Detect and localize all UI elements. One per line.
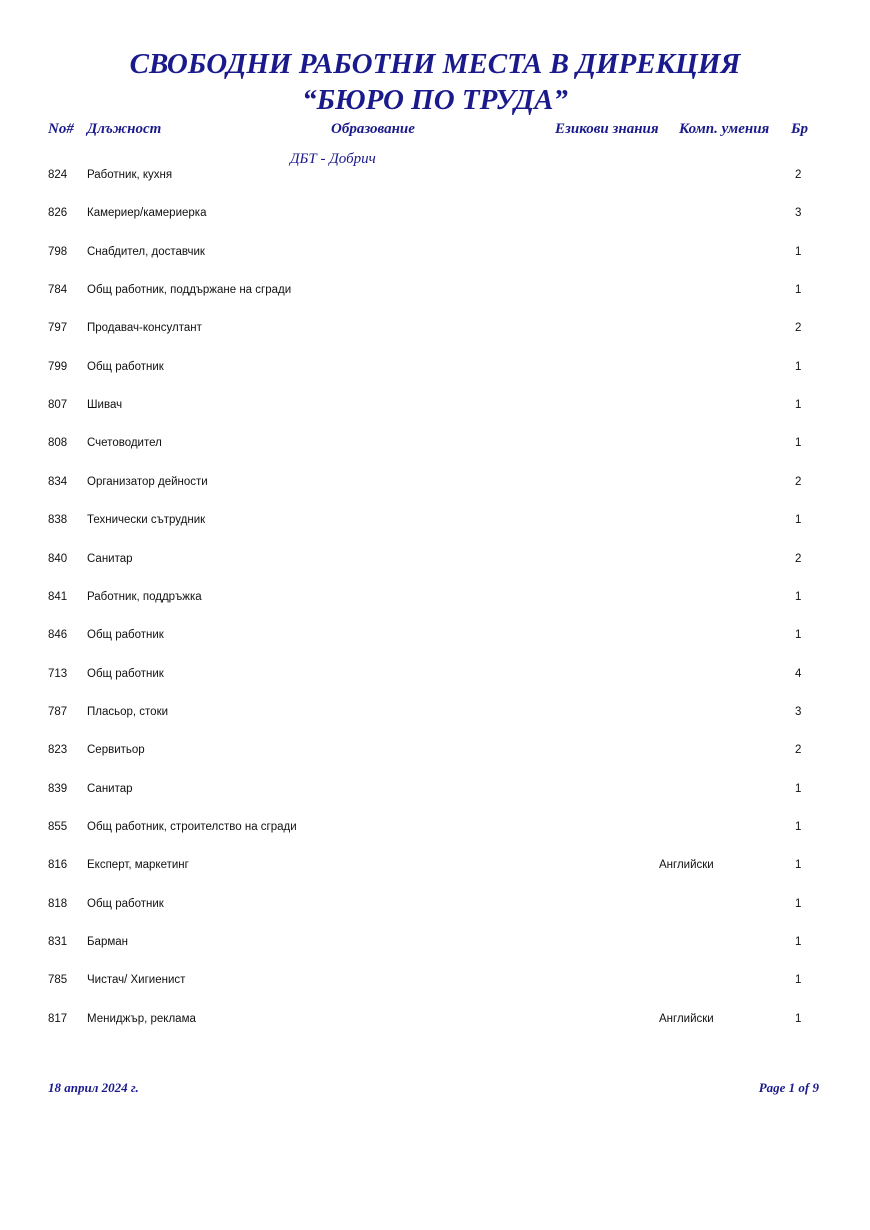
vacancy-number: 808 [48,437,68,450]
vacancy-position: Барман [87,936,128,948]
table-row [0,399,870,417]
vacancy-number: 787 [48,705,68,718]
vacancy-count: 2 [795,322,802,335]
vacancy-position: Счетоводител [87,437,162,450]
vacancy-count: 1 [795,437,802,450]
column-header-count: Бр [791,121,809,137]
vacancy-number: 831 [48,936,68,948]
table-row [0,207,870,225]
vacancy-position: Общ работник, поддържане на сгради [87,284,292,297]
vacancy-count: 1 [795,514,802,527]
vacancy-count: 1 [795,360,802,373]
table-row [0,936,870,954]
table-row [0,744,870,762]
vacancy-position: Общ работник [87,360,164,373]
vacancy-number: 834 [48,475,68,488]
office-name: ДБТ - Добрич [290,151,376,167]
vacancy-position: Санитар [87,552,133,565]
vacancy-position: Общ работник [87,897,164,910]
vacancy-number: 799 [48,360,68,373]
vacancy-number: 839 [48,782,68,795]
vacancy-number: 838 [48,514,68,527]
vacancy-count: 3 [795,207,802,220]
vacancy-count: 2 [795,552,802,565]
vacancy-count: 2 [795,475,802,488]
vacancy-position: Снабдител, доставчик [87,245,205,258]
vacancy-number: 855 [48,820,68,833]
vacancy-number: 841 [48,590,68,603]
vacancy-count: 1 [795,590,802,603]
footer-page-number: Page 1 of 9 [758,1080,819,1095]
vacancy-number: 785 [48,974,68,987]
table-row [0,668,870,686]
column-header-no: No# [48,121,74,137]
table-row [0,514,870,532]
vacancy-position: Чистач/ Хигиенист [87,974,186,987]
table-row [0,361,870,379]
vacancy-languages: Английски [659,1012,714,1025]
vacancy-position: Пласьор, стоки [87,705,169,718]
vacancy-position: Санитар [87,782,133,795]
table-row [0,706,870,724]
vacancy-position: Камериер/камериерка [87,207,207,220]
page-subtitle: “БЮРО ПО ТРУДА” [302,84,568,116]
table-row [0,821,870,839]
vacancy-position: Работник, кухня [87,169,173,181]
vacancy-position: Технически сътрудник [87,514,206,527]
table-row [0,783,870,801]
vacancy-number: 824 [48,169,68,181]
vacancy-position: Общ работник [87,629,164,642]
column-header-languages: Езикови знания [555,121,659,137]
column-header-education: Образование [331,121,415,137]
vacancy-number: 713 [48,667,68,680]
vacancy-count: 3 [795,705,802,718]
vacancy-count: 1 [795,936,802,948]
vacancy-number: 846 [48,629,68,642]
page-title: СВОБОДНИ РАБОТНИ МЕСТА В ДИРЕКЦИЯ [129,48,741,80]
vacancy-number: 818 [48,897,68,910]
table-row [0,246,870,264]
vacancy-count: 1 [795,974,802,987]
footer-date: 18 април 2024 г. [48,1080,139,1095]
vacancy-number: 816 [48,859,68,872]
vacancy-count: 1 [795,399,802,412]
vacancy-count: 4 [795,667,802,680]
vacancy-number: 826 [48,207,68,220]
vacancy-number: 823 [48,744,68,757]
vacancy-number: 807 [48,399,68,412]
vacancy-count: 2 [795,169,802,181]
table-row [0,322,870,340]
vacancy-count: 1 [795,859,802,872]
vacancy-number: 797 [48,322,68,335]
table-row [0,629,870,647]
vacancy-count: 1 [795,782,802,795]
vacancy-position: Продавач-консултант [87,322,202,335]
table-row [0,591,870,609]
vacancy-count: 2 [795,744,802,757]
vacancy-count: 1 [795,629,802,642]
vacancy-position: Шивач [87,399,123,412]
vacancy-number: 817 [48,1012,68,1025]
vacancy-number: 784 [48,284,68,297]
vacancy-position: Организатор дейности [87,475,208,488]
vacancy-position: Сервитьор [87,744,145,757]
table-row [0,974,870,992]
vacancy-count: 1 [795,284,802,297]
table-row [0,898,870,916]
vacancy-count: 1 [795,245,802,258]
vacancy-number: 798 [48,245,68,258]
table-row [0,859,870,877]
vacancy-count: 1 [795,820,802,833]
table-row [0,169,870,187]
table-row [0,284,870,302]
table-row [0,437,870,455]
table-row [0,553,870,571]
vacancy-languages: Английски [659,859,714,872]
vacancy-position: Експерт, маркетинг [87,859,189,872]
column-header-position: Длъжност [87,121,162,137]
vacancy-count: 1 [795,1012,802,1025]
vacancy-position: Общ работник, строителство на сгради [87,820,297,833]
vacancy-position: Мениджър, реклама [87,1012,196,1025]
vacancy-position: Работник, поддръжка [87,590,202,603]
table-row [0,476,870,494]
table-row [0,1013,870,1031]
vacancy-count: 1 [795,897,802,910]
vacancy-number: 840 [48,552,68,565]
column-header-computer-skills: Комп. умения [679,121,770,137]
vacancy-position: Общ работник [87,667,164,680]
